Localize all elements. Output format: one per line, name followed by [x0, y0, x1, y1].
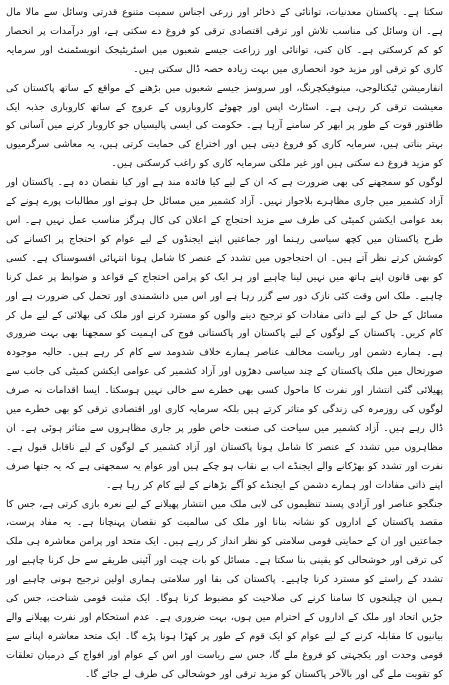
- paragraph-national-unity: جنگجو عناصر اور آزادی پسند تنظیموں کی لابی ملک میں انتشار پھیلانے کے لیے نعرہ بازی کرتی ہے، جس کا مقصد پاکستان کے اداروں کو نشانہ بنانا اور ملک کی سالمیت کو نقصان پہنچانا ہے۔ یہ مفاد پرست، جماعتیں اور ان کے حمایتی قومی سلامتی کو نظر انداز کر رہے ہیں۔ ایک متحد اور پرامن معاشرہ ہی ملک کی ترقی اور خوشحالی کو یقینی بنا سکتا ہے۔ مسائل کو بات چیت اور آئینی طریقے سے حل کرنا چاہیے اور تشدد کے راستے کو مسترد کرنا چاہیے۔ پاکستان کی بقا اور سلامتی ہماری اولین ترجیح ہونی چاہیے اور ہمیں ان چیلنجوں کا سامنا کرنے کی صلاحیت کو مضبوط کرنا ہوگا۔ ایک مثبت قومی شناخت، جس کی جڑیں اتحاد اور ملک کے اداروں کے احترام میں ہوں، بہت ضروری ہے۔ عدم استحکام اور نفرت پھیلانے والے بیانیوں کا مقابلہ کرنے کے لیے عوام کو ایک قوم کے طور پر کھڑا ہونا پڑے گا۔ ایک متحد معاشرہ اپنانے سے قومی وحدت اور یکجہتی کو فروغ ملے گا، جس سے ریاست اور اس کے عوام اور افواج کے درمیان تعلقات کو تقویت ملے گی اور بالآخر پاکستان کو مزید ترقی اور خوشحالی کی طرف لے جائے گا۔: [6, 498, 443, 680]
- paragraph-protests: لوگوں کو سمجھنے کی بھی ضرورت ہے کہ ان کے لیے کیا فائدہ مند ہے اور کیا نقصان دہ ہے۔ پاکستان اور آزاد کشمیر میں جاری مظاہرے بلاجواز نہیں۔ آزاد کشمیر میں مسائل حل ہونے اور مطالبات پورے ہونے کے بعد عوامی ایکشن کمیٹی کی طرف سے مزید احتجاج کے اعلان کی کال ہرگز مناسب عمل نہیں ہے۔ اس طرح پاکستان میں کچھ سیاسی رہنما اور جماعتیں اپنے ایجنڈوں کے لیے عوام کو احتجاج پر اکسانے کی کوشش کرتے نظر آتے ہیں۔ ان احتجاجوں میں تشدد کے عنصر کا شامل ہونا انتہائی افسوسناک ہے۔ کسی کو بھی قانون اپنے ہاتھ میں نہیں لینا چاہیے اور ہر ایک کو پرامن احتجاج کے قواعد و ضوابط پر عمل کرنا چاہیے۔ ملک اس وقت کئی نازک دور سے گزر رہا ہے اور اس میں دانشمندی اور تحمل کی ضرورت ہے اور مسائل کے حل کے لیے ذاتی مفادات کو ترجیح دینے والوں کو مسترد کرنے اور ملک کی بھلائی کے لیے مل کر کام کریں۔ پاکستان کے لوگوں کے لیے پاکستان اور پاکستانی فوج کی اہمیت کو سمجھنا بھی بہت ضروری ہے۔ ہمارے دشمن اور ریاست مخالف عناصر ہمارے خلاف شدومد سے کام کر رہے ہیں۔ حالیہ موجودہ صورتحال میں ملک پاکستان کے چند سیاسی دھڑوں اور آزاد کشمیر کی عوامی ایکشن کمیٹی کی جانب سے پھیلائی گئی انتشار اور نفرت کا ماحول کسی بھی خطرے سے خالی نہیں ہوسکتا۔ ایسا اقدامات نہ صرف لوگوں کی روزمرہ کی زندگی کو متاثر کرتے ہیں بلکہ سرمایہ کاری اور اقتصادی ترقی کو بھی خطرے میں ڈال رہے ہیں۔ آزاد کشمیر میں سیاحت کی صنعت خاص طور پر جاری مظاہروں سے متاثر ہوئی ہے۔ ان مظاہروں میں تشدد کے عنصر کا شامل ہونا پاکستان اور آزاد کشمیر کے لوگوں کے لیے ناقابل قبول ہے۔ نفرت اور تشدد کو بھڑکانے والے ایجنڈے اب بے نقاب ہو چکے ہیں اور عوام یہ سمجھتی ہے کہ یہ جتھا صرف اپنے ذاتی مفادات اور ہمارے دشمن کے ایجنڈے کو آگے بڑھانے کے لیے کام کر رہا ہے۔: [6, 177, 443, 491]
- paragraph-economic-growth: انفارمیشن ٹیکنالوجی، مینوفیکچرنگ، اور سروسز جیسے شعبوں میں بڑھنے کے مواقع کے ساتھ پاکستان کی معیشت ترقی کر رہی ہے۔ اسٹارٹ اپس اور چھوٹے کاروباروں کے عروج کے ساتھ کاروباری جذبہ ایک طاقتور قوت کے طور پر ابھر کر سامنے آرہا ہے۔ حکومت کی ایسی پالیسیاں جو کاروبار کرنے میں آسانی کو بہتر بناتی ہیں، سرمایہ کاری کو فروغ دیتی ہیں اور اختراع کی حمایت کرتی ہیں، یہ معاشی سرگرمیوں کو مزید فروغ دے سکتی ہیں اور غیر ملکی سرمایہ کاری کو راغب کرسکتی ہیں۔: [6, 82, 443, 170]
- paragraph-natural-resources: سکتا ہے۔ پاکستان معدنیات، توانائی کے ذخائر اور زرعی اجناس سمیت متنوع قدرتی وسائل سے مالا مال ہے۔ ان وسائل کی مناسب تلاش اور ترقی اقتصادی ترقی کو فروغ دے سکتی ہے، اور درآمدات پر انحصار کو کم کرسکتی ہے۔ کان کنی، توانائی اور زراعت جیسے شعبوں میں اسٹریٹیجک انویسٹمنٹ اور سرمایہ کاری کو ترقی اور مزید خود انحصاری میں بہت زیادہ حصہ ڈال سکتی ہیں۔: [6, 7, 443, 75]
